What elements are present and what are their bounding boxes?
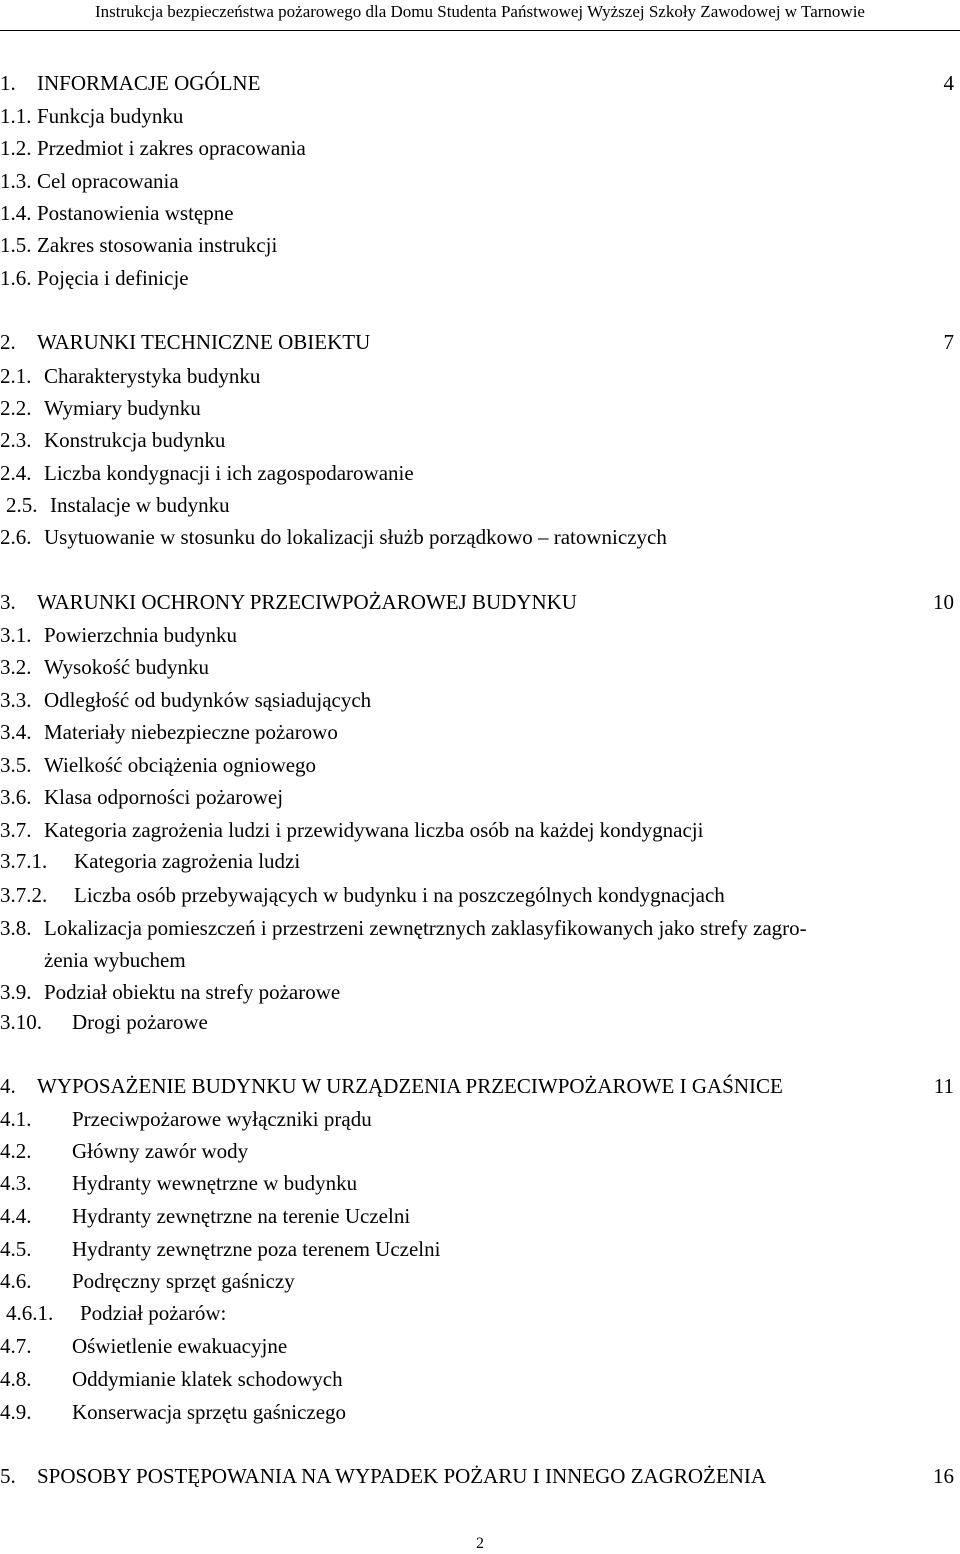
toc-entry-title: żenia wybuchem xyxy=(44,948,186,972)
toc-entry-title: Przeciwpożarowe wyłączniki prądu xyxy=(72,1107,372,1131)
toc-entry-page: 10 xyxy=(933,590,954,614)
toc-entry-title: Wymiary budynku xyxy=(44,396,201,420)
toc-entry-number: 2. xyxy=(0,330,16,354)
toc-entry-title: WARUNKI OCHRONY PRZECIWPOŻAROWEJ BUDYNKU xyxy=(37,590,577,614)
toc-entry-title: Odległość od budynków sąsiadujących xyxy=(44,688,372,712)
toc-entry-number: 3.7.1. xyxy=(0,849,48,873)
toc-entry-number: 3.1. xyxy=(0,623,32,647)
toc-entry-number: 3.7.2. xyxy=(0,883,48,907)
page-number: 2 xyxy=(476,1535,484,1552)
toc-entry-number: 3. xyxy=(0,590,16,614)
toc-entry-title: Materiały niebezpieczne pożarowo xyxy=(44,720,338,744)
toc-entry-number: 4.3. xyxy=(0,1171,32,1195)
toc-entry-title: WARUNKI TECHNICZNE OBIEKTU xyxy=(37,330,371,354)
toc-entry-title: Postanowienia wstępne xyxy=(37,201,234,225)
toc-entry-title: Podział obiektu na strefy pożarowe xyxy=(44,980,341,1004)
toc-entry-number: 1.1. xyxy=(0,104,32,128)
toc-entry-number: 1.6. xyxy=(0,266,32,290)
toc-entry-title: INFORMACJE OGÓLNE xyxy=(37,71,261,95)
toc-entry-title: Przedmiot i zakres opracowania xyxy=(37,136,306,160)
toc-entry-title: Funkcja budynku xyxy=(37,104,184,128)
toc-entry-title: Oddymianie klatek schodowych xyxy=(72,1367,343,1391)
toc-entry-number: 4.8. xyxy=(0,1367,32,1391)
toc-entry-title: Konstrukcja budynku xyxy=(44,428,226,452)
page-header xyxy=(0,0,960,31)
toc-entry-page: 11 xyxy=(933,1074,954,1098)
document-title: Instrukcja bezpieczeństwa pożarowego dla Domu Studenta Państwowej Wyższej Szkoły Zawodowej w Tarnowie xyxy=(95,2,865,21)
toc-entry-number: 4. xyxy=(0,1074,16,1098)
toc-entry-number: 3.6. xyxy=(0,785,32,809)
toc-entry-title: Liczba kondygnacji i ich zagospodarowanie xyxy=(44,461,414,485)
toc-entry-number: 4.7. xyxy=(0,1334,32,1358)
toc-entry-number: 4.6. xyxy=(0,1269,32,1293)
toc-entry-title: Cel opracowania xyxy=(37,169,179,193)
toc-entry-title: WYPOSAŻENIE BUDYNKU W URZĄDZENIA PRZECIWPOŻAROWE I GAŚNICE xyxy=(37,1074,783,1098)
toc-entry-title: Liczba osób przebywających w budynku i na poszczególnych kondygnacjach xyxy=(74,883,725,907)
toc-entry-title: Hydranty zewnętrzne na terenie Uczelni xyxy=(72,1204,411,1228)
toc-entry-title: Podręczny sprzęt gaśniczy xyxy=(72,1269,295,1293)
toc-entry-title: Pojęcia i definicje xyxy=(37,266,189,290)
toc-entry-number: 2.1. xyxy=(0,364,32,388)
toc-entry-number: 3.4. xyxy=(0,720,32,744)
page-footer xyxy=(0,1534,960,1554)
toc-entry-number: 1.4. xyxy=(0,201,32,225)
toc-entry-number: 4.4. xyxy=(0,1204,32,1228)
toc-entry-number: 1.3. xyxy=(0,169,32,193)
toc-entry-title: Usytuowanie w stosunku do lokalizacji służb porządkowo – ratowniczych xyxy=(44,525,667,549)
toc-entry-number: 3.8. xyxy=(0,916,32,940)
toc-entry-title: Zakres stosowania instrukcji xyxy=(37,233,278,257)
toc-entry-title: Hydranty zewnętrzne poza terenem Uczelni xyxy=(72,1237,441,1261)
toc-entry-number: 4.1. xyxy=(0,1107,32,1131)
toc-entry-page: 16 xyxy=(933,1464,954,1488)
toc-entry-title: Klasa odporności pożarowej xyxy=(44,785,284,809)
toc-entry-number: 1. xyxy=(0,71,16,95)
toc-entry-title: Wielkość obciążenia ogniowego xyxy=(44,753,317,777)
toc-entry-number: 4.2. xyxy=(0,1139,32,1163)
toc-entry-number: 3.5. xyxy=(0,753,32,777)
toc-entry-number: 4.6.1. xyxy=(6,1301,54,1325)
toc-entry-title: Podział pożarów: xyxy=(80,1301,227,1325)
toc-entry-title: Drogi pożarowe xyxy=(72,1010,208,1034)
toc-entry-title: Powierzchnia budynku xyxy=(44,623,238,647)
toc-entry-number: 3.9. xyxy=(0,980,32,1004)
toc-entry-number: 2.3. xyxy=(0,428,32,452)
toc-entry-number: 3.10. xyxy=(0,1010,42,1034)
toc-entry-title: Konserwacja sprzętu gaśniczego xyxy=(72,1400,347,1424)
toc-entry-number: 5. xyxy=(0,1464,16,1488)
toc-entry-number: 3.2. xyxy=(0,655,32,679)
toc-entry-number: 4.9. xyxy=(0,1400,32,1424)
toc-entry-title: Oświetlenie ewakuacyjne xyxy=(72,1334,288,1358)
toc-entry-title: Instalacje w budynku xyxy=(50,493,230,517)
toc-entry-title: Kategoria zagrożenia ludzi i przewidywana liczba osób na każdej kondygnacji xyxy=(44,818,704,842)
toc-entry-number: 2.6. xyxy=(0,525,32,549)
toc-entry-title: Charakterystyka budynku xyxy=(44,364,261,388)
toc-entry-number: 1.5. xyxy=(0,233,32,257)
toc-entry-title: Lokalizacja pomieszczeń i przestrzeni zewnętrznych zaklasyfikowanych jako strefy zagro- xyxy=(44,916,807,940)
toc-entry-title: SPOSOBY POSTĘPOWANIA NA WYPADEK POŻARU I INNEGO ZAGROŻENIA xyxy=(37,1464,767,1488)
toc-entry-title: Kategoria zagrożenia ludzi xyxy=(74,849,301,873)
toc-entry-number: 3.7. xyxy=(0,818,32,842)
toc-entry-number: 2.2. xyxy=(0,396,32,420)
toc-entry-number: 2.5. xyxy=(6,493,38,517)
toc-entry-page: 7 xyxy=(943,330,954,354)
toc-entry-number: 2.4. xyxy=(0,461,32,485)
toc-entry-page: 4 xyxy=(943,71,954,95)
toc-entry-number: 3.3. xyxy=(0,688,32,712)
toc-entry-number: 4.5. xyxy=(0,1237,32,1261)
toc-entry-title: Wysokość budynku xyxy=(44,655,209,679)
toc-entry-title: Główny zawór wody xyxy=(72,1139,249,1163)
toc-entry-title: Hydranty wewnętrzne w budynku xyxy=(72,1171,358,1195)
toc-entry-number: 1.2. xyxy=(0,136,32,160)
